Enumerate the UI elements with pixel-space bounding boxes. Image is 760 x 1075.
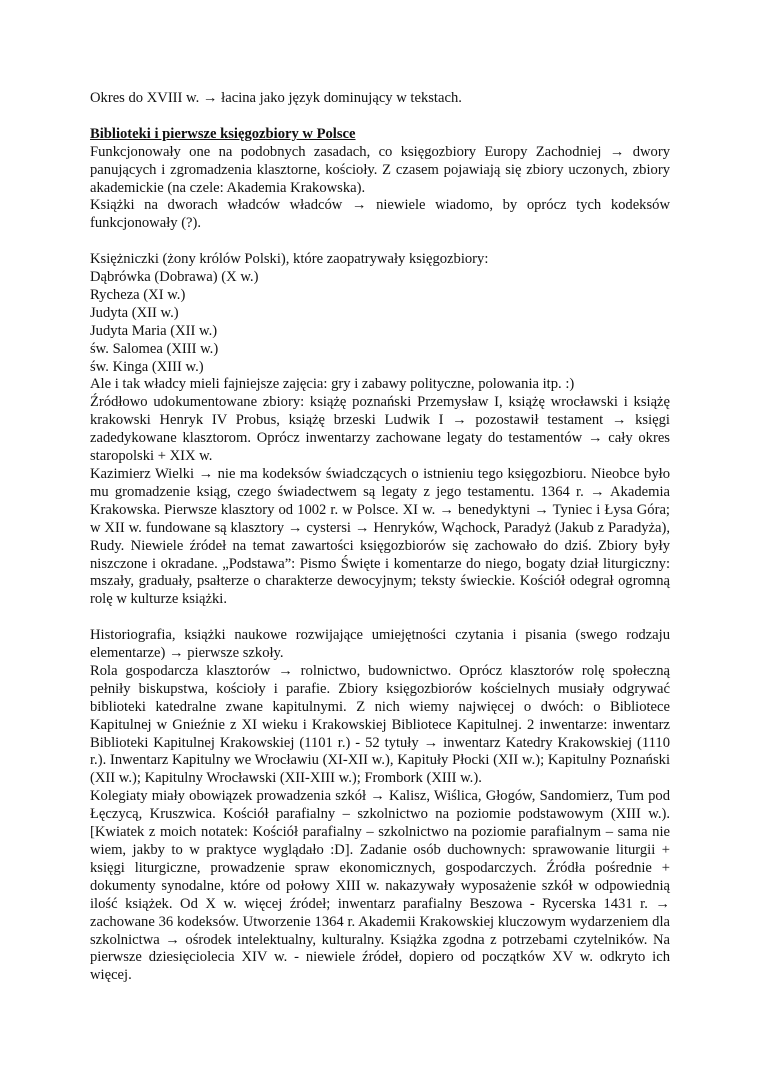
paragraph-rulers-pastimes: Ale i tak władcy mieli fajniejsze zajęcia: gry i zabawy polityczne, polowania itp. :): [90, 376, 575, 393]
section-heading: Biblioteki i pierwsze księgozbiory w Polsce: [90, 125, 356, 142]
paragraph-monasteries-economy: Rola gospodarcza klasztorów → rolnictwo, budownictwo. Oprócz klasztorów rolę społeczną pełniły biskupstwa, kościoły i parafie. Zbiory księgozbiorów kościelnych musiały odgrywać biblioteki katedralne zwane kapitulnymi. Z nich wiemy najwięcej o dwóch: o Bibliotece Kapitulnej w Gnieźnie z XI wieku i Krakowskiej Bibliotece Kapitulnej. 2 inwentarze: inwentarz Biblioteki Kapitulnej Krakowskiej (1101 r.) - 52 tytuły → inwentarz Katedry Krakowskiej (1110 r.). Inwentarz Kapitulny we Wrocławiu (XI-XII w.), Kapituły Płocki (XII w.); Kapitulny Poznański (XII w.); Kapitulny Wrocławski (XII-XIII w.); Frombork (XIII w.).: [90, 662, 670, 787]
list-item: Rycheza (XI w.): [90, 286, 186, 303]
paragraph-historiography: Historiografia, książki naukowe rozwijające umiejętności czytania i pisania (swego rodzaju elementarze) → pierwsze szkoły.: [90, 627, 670, 662]
paragraph-documented-collections: Źródłowo udokumentowane zbiory: książę poznański Przemysław I, książę wrocławski i książę krakowski Henryk IV Probus, książę brzeski Ludwik I → pozostawił testament → księgi zadedykowane klasztorom. Oprócz inwentarzy zachowane legaty do testamentów → cały okres staropolski + XIX w.: [90, 394, 670, 465]
paragraph-collegiate-schools: Kolegiaty miały obowiązek prowadzenia szkół → Kalisz, Wiślica, Głogów, Sandomierz, Tum pod Łęczycą, Kruszwica. Kościół parafialny – szkolnictwo na poziomie podstawowym (XIII w.). [Kwiatek z moich notatek: Kościół parafialny – szkolnictwo na poziomie parafialnym – sama nie wiem, jakby to w praktyce wyglądało :D]. Zadanie osób duchownych: sprawowanie liturgii + księgi liturgiczne, prowadzenie spraw ekonomicznych, gospodarczych. Źródła pośrednie + dokumenty synodalne, które od połowy XIII w. nakazywały wyposażenie szkół w odpowiednią ilość książek. Od X w. więcej źródeł; inwentarz parafialny Beszowa - Rycerska 1431 r. → zachowane 36 kodeksów. Utworzenie 1364 r. Akademii Krakowskiej kluczowym wydarzeniem dla szkolnictwa → ośrodek intelektualny, kulturalny. Książka zgodna z potrzebami czytelników. Na pierwsze dziesięciolecia XIV w. - niewiele źródeł, dopiero od początków XV w. odkryto ich więcej.: [90, 788, 670, 984]
list-item: Dąbrówka (Dobrawa) (X w.): [90, 269, 259, 286]
spacer: [90, 609, 670, 627]
list-item: Judyta Maria (XII w.): [90, 322, 218, 339]
spacer: [90, 108, 670, 126]
intro-line: Okres do XVIII w. → łacina jako język dominujący w tekstach.: [90, 90, 462, 106]
document-page: [90, 90, 670, 985]
list-item: św. Salomea (XIII w.): [90, 340, 219, 357]
princesses-intro: Księżniczki (żony królów Polski), które zaopatrywały księgozbiory:: [90, 251, 489, 268]
paragraph-rulers-courts: Książki na dworach władców władców → niewiele wiadomo, by oprócz tych kodeksów funkcjonowały (?).: [90, 197, 670, 232]
paragraph-kazimierz-wielki: Kazimierz Wielki → nie ma kodeksów świadczących o istnieniu tego księgozbioru. Nieobce było mu gromadzenie ksiąg, czego świadectwem są legaty z jego testamentu. 1364 r. → Akademia Krakowska. Pierwsze klasztory od 1002 r. w Polsce. XI w. → benedyktyni → Tyniec i Łysa Góra; w XII w. fundowane są klasztory → cystersi → Henryków, Wąchock, Paradyż (Jakub z Paradyża), Rudy. Niewiele źródeł na temat zawartości księgozbiorów się zachowało do dziś. Zbiory były niszczone i okradane. „Podstawa”: Pismo Święte i komentarze do niego, bogaty dział liturgiczny: mszały, graduały, psałterze o charakterze dewocyjnym; teksty świeckie. Kościół odegrał ogromną rolę w kulturze książki.: [90, 466, 670, 608]
list-item: św. Kinga (XIII w.): [90, 358, 204, 375]
list-item: Judyta (XII w.): [90, 304, 179, 321]
paragraph-collections: Funkcjonowały one na podobnych zasadach, co księgozbiory Europy Zachodniej → dwory panujących i zgromadzenia klasztorne, kościoły. Z czasem pojawiają się zbiory uczonych, zbiory akademickie (na czele: Akademia Krakowska).: [90, 143, 670, 196]
spacer: [90, 233, 670, 251]
